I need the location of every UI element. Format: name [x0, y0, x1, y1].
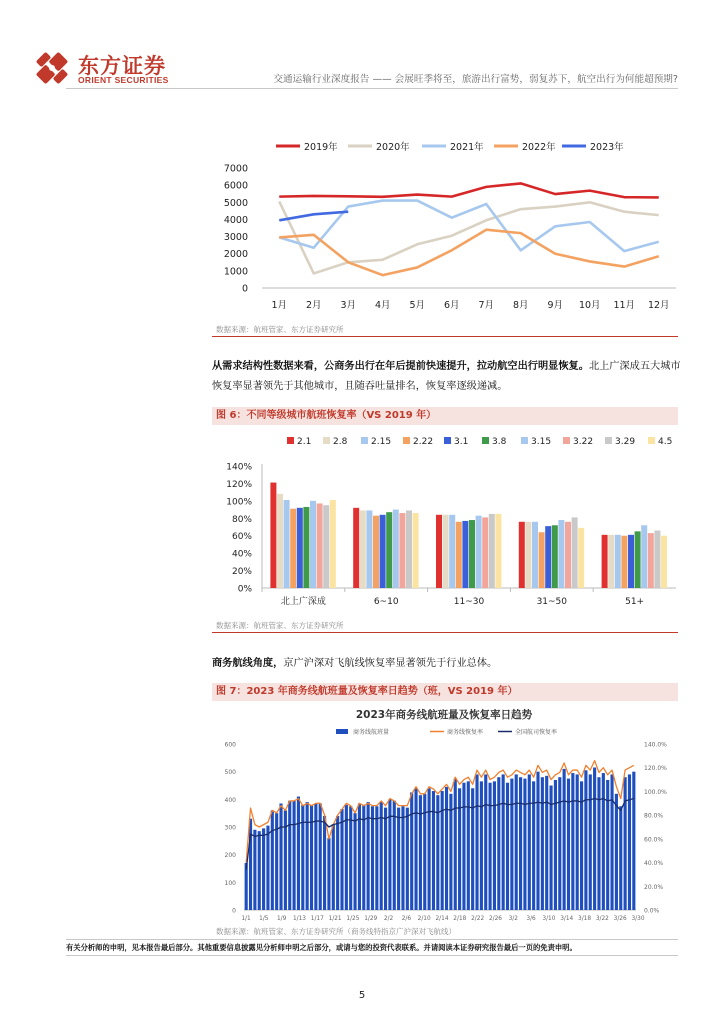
- y-left-tick-label: 100: [224, 879, 236, 887]
- x-tick-label: 2/26: [488, 916, 502, 922]
- bar-1-8: [406, 510, 412, 588]
- legend-label-3: 2.22: [413, 437, 434, 447]
- daily-bar-84: [610, 774, 613, 910]
- x-tick-label: 11月: [613, 300, 636, 311]
- daily-bar-2: [253, 830, 256, 910]
- business-route-daily-chart: [212, 702, 682, 924]
- bar-3-1: [525, 522, 531, 588]
- daily-bar-38: [410, 792, 413, 910]
- legend-label-9: 4.5: [658, 437, 673, 447]
- x-tick-label: 1/21: [328, 916, 342, 922]
- daily-bar-6: [271, 810, 274, 910]
- y-right-tick-label: 100.0%: [644, 788, 667, 796]
- bar-0-0: [270, 483, 276, 588]
- daily-bar-15: [310, 805, 313, 910]
- bar-2-0: [436, 515, 442, 588]
- header-divider: [66, 88, 678, 89]
- brand-name-cn: 东方证券: [78, 55, 166, 78]
- y-left-tick-label: 300: [224, 824, 236, 832]
- x-tick-label: 3/22: [595, 916, 609, 922]
- bar-4-6: [641, 525, 647, 588]
- y-left-tick-label: 500: [224, 769, 236, 777]
- daily-bar-27: [362, 805, 365, 910]
- x-tick-label: 31~50: [536, 597, 568, 607]
- daily-bar-12: [297, 797, 300, 910]
- bar-3-9: [578, 528, 584, 588]
- daily-bar-81: [597, 777, 600, 910]
- daily-bar-11: [293, 801, 296, 910]
- bar-2-6: [476, 516, 482, 588]
- y-tick-label: 7000: [223, 163, 248, 175]
- bar-0-8: [323, 505, 329, 588]
- legend-swatch-7: [563, 437, 570, 444]
- paragraph1-bold: 从需求结构性数据来看，公商务出行在年后提前快速提升，拉动航空出行明显恢复。: [212, 361, 589, 372]
- y-tick-label: 3000: [223, 232, 248, 244]
- legend-label-5: 3.8: [492, 437, 507, 447]
- y-tick-label: 4000: [223, 214, 248, 226]
- legend-label-3: 2022年: [522, 142, 556, 153]
- bar-3-5: [552, 525, 558, 588]
- daily-bar-77: [580, 781, 583, 910]
- daily-bar-45: [441, 791, 444, 910]
- y-right-tick-label: 140.0%: [644, 741, 667, 749]
- x-tick-label: 北上广深成: [280, 597, 326, 607]
- y-tick-label: 1000: [223, 266, 248, 278]
- bar-4-8: [654, 530, 660, 588]
- daily-bar-59: [502, 774, 505, 910]
- x-tick-label: 12月: [647, 300, 670, 311]
- x-tick-label: 1/25: [346, 916, 360, 922]
- chart1-bottom-rule: [212, 336, 678, 337]
- daily-bar-40: [419, 795, 422, 910]
- legend-label-2: 2021年: [450, 142, 484, 153]
- bar-3-7: [565, 522, 571, 588]
- daily-bar-66: [532, 781, 535, 910]
- x-tick-label: 2/22: [471, 916, 485, 922]
- bar-0-1: [277, 494, 283, 588]
- daily-bar-0: [245, 863, 248, 910]
- bar-1-7: [399, 513, 405, 588]
- x-tick-label: 3/26: [613, 916, 627, 922]
- y-left-tick-label: 600: [224, 741, 236, 749]
- chart2-source: 数据来源：航班管家、东方证券研究所: [216, 621, 344, 630]
- daily-bar-64: [523, 779, 526, 910]
- daily-bar-49: [458, 788, 461, 910]
- x-tick-label: 2/10: [417, 916, 431, 922]
- daily-bar-67: [536, 772, 539, 910]
- daily-bar-60: [506, 783, 509, 910]
- bar-0-6: [310, 501, 316, 588]
- x-tick-label: 10月: [578, 300, 601, 311]
- footer-bottom-rule: [66, 955, 678, 956]
- bar-2-9: [495, 514, 501, 588]
- footer-top-rule: [66, 939, 678, 940]
- daily-bar-54: [480, 781, 483, 910]
- daily-bar-30: [375, 806, 378, 910]
- daily-bar-10: [288, 801, 291, 910]
- daily-bar-79: [589, 774, 592, 910]
- daily-bar-68: [541, 777, 544, 910]
- bar-1-3: [373, 516, 379, 588]
- y-right-tick-label: 80.0%: [644, 812, 664, 820]
- y-tick-label: 60%: [231, 532, 252, 543]
- legend-swatch-5: [482, 437, 489, 444]
- daily-bar-21: [336, 816, 339, 910]
- bar-0-7: [317, 503, 323, 588]
- x-tick-label: 7月: [478, 300, 495, 311]
- x-tick-label: 1/29: [364, 916, 378, 922]
- x-tick-label: 11~30: [453, 597, 485, 607]
- daily-bar-88: [628, 774, 631, 910]
- bar-4-7: [648, 533, 654, 588]
- legend-label-6: 3.15: [531, 437, 552, 447]
- x-tick-label: 3/14: [560, 916, 574, 922]
- chart2-bottom-rule: [212, 632, 678, 633]
- daily-bar-69: [545, 776, 548, 910]
- daily-bar-52: [471, 788, 474, 910]
- legend-label-4: 3.1: [454, 437, 469, 447]
- daily-bar-19: [327, 838, 330, 910]
- daily-bar-75: [571, 773, 574, 910]
- y-left-tick-label: 400: [224, 796, 236, 804]
- daily-bar-37: [406, 808, 409, 910]
- y-tick-label: 100%: [226, 497, 252, 508]
- x-tick-label: 1/13: [292, 916, 306, 922]
- legend-label-1: 2.8: [333, 437, 348, 447]
- bar-3-2: [532, 522, 538, 588]
- brand-name-en: ORIENT SECURITIES: [78, 75, 169, 85]
- daily-bar-65: [528, 774, 531, 910]
- y-tick-label: 0%: [237, 584, 252, 595]
- chart1-source: 数据来源：航班管家、东方证券研究所: [216, 325, 344, 334]
- y-tick-label: 6000: [223, 180, 248, 192]
- legend-swatch-0: [336, 729, 348, 734]
- bar-1-9: [413, 513, 419, 588]
- y-left-tick-label: 200: [224, 852, 236, 860]
- x-tick-label: 9月: [547, 300, 564, 311]
- daily-bar-80: [593, 768, 596, 910]
- y-tick-label: 20%: [231, 567, 252, 578]
- y-tick-label: 2000: [223, 249, 248, 261]
- daily-bar-63: [519, 777, 522, 910]
- y-tick-label: 40%: [231, 549, 252, 560]
- report-title: 交通运输行业深度报告 —— 会展旺季将至，旅游出行富势，弱复苏下，航空出行为何能超预期?: [273, 74, 678, 85]
- bar-1-6: [393, 510, 399, 588]
- daily-bar-22: [340, 809, 343, 910]
- legend-label-1: 2020年: [376, 142, 410, 153]
- bar-2-1: [443, 515, 449, 588]
- bar-3-3: [539, 532, 545, 588]
- figure7-title: 图 7：2023 年商务线航班量及恢复率日趋势（班，VS 2019 年）: [212, 683, 678, 701]
- daily-bar-89: [632, 772, 635, 910]
- x-tick-label: 1月: [271, 300, 288, 311]
- y-right-tick-label: 20.0%: [644, 883, 664, 891]
- bar-4-0: [602, 535, 608, 588]
- paragraph2-rest: 京广沪深对飞航线恢复率显著领先于行业总体。: [283, 658, 498, 669]
- y-right-tick-label: 120.0%: [644, 765, 667, 773]
- legend-label-0: 2019年: [304, 142, 338, 153]
- daily-bar-29: [371, 806, 374, 910]
- daily-bar-86: [619, 806, 622, 910]
- daily-bar-48: [454, 779, 457, 910]
- daily-bar-13: [301, 805, 304, 910]
- daily-bar-14: [306, 802, 309, 910]
- daily-bar-43: [432, 791, 435, 910]
- bar-2-5: [469, 520, 475, 588]
- legend-swatch-8: [605, 437, 612, 444]
- daily-bar-83: [606, 780, 609, 910]
- y-tick-label: 120%: [226, 479, 252, 490]
- x-tick-label: 4月: [374, 300, 391, 311]
- daily-bar-36: [401, 806, 404, 910]
- daily-bar-20: [332, 824, 335, 910]
- daily-bar-42: [428, 788, 431, 910]
- legend-swatch-1: [323, 437, 330, 444]
- daily-bar-87: [624, 777, 627, 910]
- daily-bar-46: [445, 787, 448, 910]
- daily-bar-39: [414, 788, 417, 910]
- daily-bar-50: [462, 783, 465, 910]
- legend-swatch-2: [361, 437, 368, 444]
- x-tick-label: 1/5: [259, 916, 269, 922]
- legend-swatch-4: [444, 437, 451, 444]
- page-number: 5: [358, 990, 366, 1001]
- paragraph1-rest: 北上广深成五大城市恢复率显著领先于其他城市，且随吞吐量排名，恢复率逐级递减。: [212, 361, 681, 392]
- bar-3-0: [519, 522, 525, 588]
- daily-bar-3: [258, 831, 261, 910]
- legend-swatch-6: [521, 437, 528, 444]
- daily-bar-73: [563, 769, 566, 910]
- series-line-2: [279, 201, 659, 252]
- daily-bar-74: [567, 779, 570, 910]
- legend-label-0: 商务线航班量: [353, 729, 390, 736]
- daily-bar-1: [249, 819, 252, 910]
- paragraph-demand-structure: [212, 357, 682, 397]
- y-tick-label: 140%: [226, 462, 252, 473]
- y-right-tick-label: 40.0%: [644, 860, 664, 868]
- daily-bar-58: [497, 777, 500, 910]
- legend-label-8: 3.29: [615, 437, 636, 447]
- logo: [32, 48, 72, 88]
- paragraph-business-routes: [212, 654, 682, 674]
- daily-bar-32: [384, 808, 387, 910]
- y-right-tick-label: 0.0%: [644, 907, 660, 915]
- x-tick-label: 5月: [409, 300, 426, 311]
- daily-bar-18: [323, 816, 326, 910]
- x-tick-label: 1/9: [276, 916, 287, 922]
- daily-bar-9: [284, 810, 287, 910]
- daily-bar-55: [484, 774, 487, 910]
- legend-swatch-3: [403, 437, 410, 444]
- legend-swatch-0: [287, 437, 294, 444]
- daily-bar-57: [493, 781, 496, 910]
- bar-2-3: [456, 522, 462, 588]
- brand-logo-icon: [32, 48, 72, 88]
- daily-bar-61: [510, 779, 513, 910]
- y-tick-label: 0: [241, 283, 248, 295]
- daily-bar-16: [314, 803, 317, 910]
- x-tick-label: 3月: [340, 300, 357, 311]
- daily-bar-76: [576, 774, 579, 910]
- daily-bar-8: [279, 803, 282, 910]
- bar-3-8: [572, 517, 578, 588]
- bar-2-8: [489, 514, 495, 588]
- x-tick-label: 2/2: [383, 916, 394, 922]
- legend-label-4: 2023年: [590, 142, 624, 153]
- bar-4-2: [615, 535, 621, 588]
- x-tick-label: 2/6: [401, 916, 412, 922]
- bar-4-4: [628, 535, 634, 588]
- daily-bar-24: [349, 806, 352, 910]
- daily-bar-82: [602, 773, 605, 910]
- y-tick-label: 5000: [223, 197, 248, 209]
- series-line-3: [279, 230, 659, 275]
- x-tick-label: 3/18: [578, 916, 592, 922]
- figure6-title: 图 6：不同等级城市航班恢复率（VS 2019 年）: [212, 407, 678, 425]
- daily-bar-51: [467, 781, 470, 910]
- bar-2-7: [482, 517, 488, 588]
- bar-4-5: [635, 531, 641, 588]
- daily-bar-56: [489, 783, 492, 910]
- daily-bar-35: [397, 808, 400, 910]
- series-line-0: [279, 183, 659, 197]
- x-tick-label: 51+: [625, 597, 645, 607]
- bar-1-1: [360, 510, 366, 588]
- x-tick-label: 3/10: [542, 916, 556, 922]
- legend-label-2: 2.15: [371, 437, 392, 447]
- bar-1-2: [366, 510, 372, 588]
- bar-3-6: [558, 520, 564, 588]
- bar-1-4: [380, 515, 386, 588]
- x-tick-label: 1/17: [310, 916, 324, 922]
- bar-0-4: [297, 508, 303, 588]
- bar-4-9: [661, 536, 667, 588]
- daily-bar-17: [319, 803, 322, 910]
- bar-2-4: [462, 521, 468, 588]
- daily-bar-78: [584, 770, 587, 910]
- chart3-title: 2023年商务线航班量及恢复率日趋势: [355, 709, 533, 721]
- footer-disclaimer: 有关分析师的申明，见本报告最后部分。其他重要信息披露见分析师申明之后部分，或请与您的投资代表联系。并请阅读本证券研究报告最后一页的免责申明。: [66, 943, 577, 952]
- bar-1-5: [386, 512, 392, 588]
- legend-label-1: 商务线恢复率: [447, 729, 484, 736]
- bar-2-2: [449, 515, 455, 588]
- legend-label-0: 2.1: [297, 437, 312, 447]
- chart3-source: 数据来源：航班管家、东方证券研究所（商务线特指京广沪深对飞航线）: [216, 927, 456, 936]
- x-tick-label: 2月: [305, 300, 322, 311]
- x-tick-label: 3/2: [508, 916, 518, 922]
- bar-1-0: [353, 508, 359, 588]
- bar-4-3: [621, 536, 627, 588]
- bar-4-1: [608, 535, 614, 588]
- legend-swatch-9: [648, 437, 655, 444]
- legend-label-7: 3.22: [573, 437, 594, 447]
- x-tick-label: 6~10: [373, 597, 399, 607]
- x-tick-label: 8月: [512, 300, 529, 311]
- x-tick-label: 3/6: [526, 916, 536, 922]
- city-recovery-bar-chart: [212, 428, 682, 610]
- monthly-flights-line-chart: [212, 132, 682, 318]
- y-right-tick-label: 60.0%: [644, 836, 664, 844]
- daily-bar-47: [449, 794, 452, 910]
- daily-bar-85: [615, 794, 618, 910]
- daily-bar-41: [423, 794, 426, 910]
- y-left-tick-label: 0: [232, 907, 236, 915]
- bar-3-4: [545, 526, 551, 588]
- x-tick-label: 2/14: [435, 916, 449, 922]
- paragraph2-bold: 商务航线角度，: [212, 658, 284, 669]
- daily-bar-5: [266, 826, 269, 910]
- daily-bar-7: [275, 813, 278, 910]
- daily-bar-62: [515, 774, 518, 910]
- daily-bar-4: [262, 828, 265, 910]
- y-tick-label: 80%: [231, 514, 252, 525]
- daily-bar-25: [353, 813, 356, 910]
- daily-bar-71: [554, 780, 557, 910]
- bar-0-3: [290, 509, 296, 588]
- bar-0-2: [284, 500, 290, 588]
- x-tick-label: 2/18: [453, 916, 467, 922]
- legend-label-2: 全国航司恢复率: [515, 729, 558, 736]
- x-tick-label: 1/1: [241, 916, 251, 922]
- daily-bar-72: [558, 777, 561, 910]
- bar-0-5: [303, 507, 309, 588]
- x-tick-label: 6月: [443, 300, 460, 311]
- bar-0-9: [330, 500, 336, 588]
- daily-bar-53: [475, 774, 478, 910]
- x-tick-label: 3/30: [631, 916, 645, 922]
